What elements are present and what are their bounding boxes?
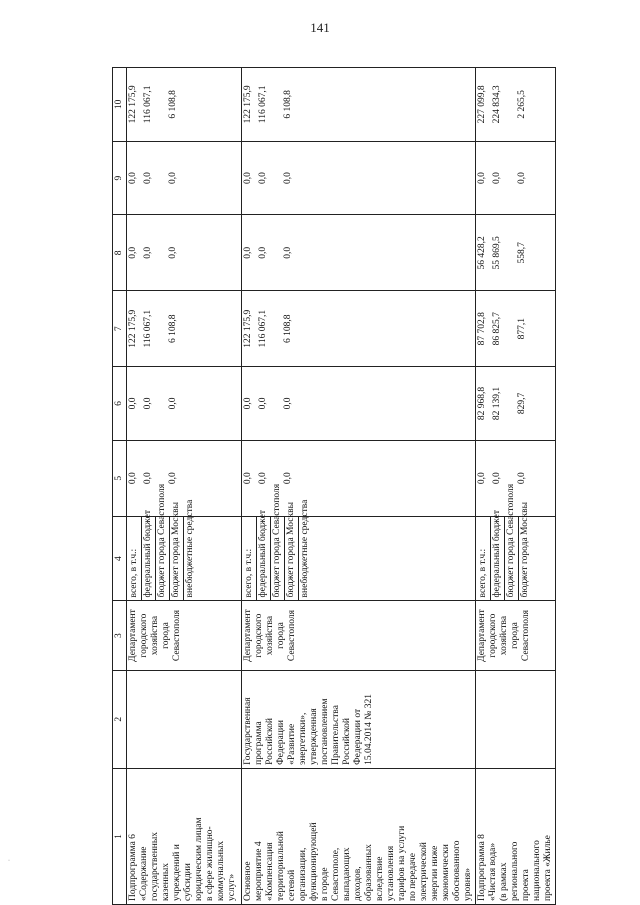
cell-line: 0,0	[243, 172, 253, 185]
funding-source-cell	[242, 483, 476, 601]
cell-line: 87 702,8	[477, 312, 487, 346]
cell-line: 6 108,8	[168, 90, 178, 119]
cell-line: Департамент	[128, 609, 138, 662]
column-header-1: 1	[113, 768, 127, 904]
cell-line: 6 108,8	[168, 314, 178, 343]
value-cell-c7	[476, 291, 556, 367]
column-header-4: 4	[113, 516, 127, 601]
cell-line: в городе	[320, 867, 330, 901]
executor-cell	[242, 601, 476, 670]
cell-line: Подпрограмма 8	[477, 834, 487, 901]
cell-line: энергии ниже	[430, 845, 440, 901]
cell-line: проекта	[521, 869, 531, 901]
cell-line: коммунальных	[216, 840, 226, 901]
cell-line: городского	[488, 613, 498, 658]
cell-line: 558,7	[517, 242, 527, 264]
cell-line: регионального	[510, 841, 520, 901]
cell-line: бюджет города Москвы	[169, 517, 183, 601]
cell-line: 6 108,8	[283, 314, 293, 343]
cell-line: 122 175,9	[243, 309, 253, 348]
rotated-table-frame	[112, 67, 553, 905]
cell-line: Департамент	[477, 609, 487, 662]
cell-line: городского	[139, 613, 149, 658]
cell-line: 0,0	[168, 397, 178, 410]
cell-line: хозяйства	[150, 615, 160, 656]
cell-line: внебюджетные средства	[298, 517, 312, 601]
cell-line: Российской	[265, 718, 275, 765]
cell-line: 86 825,7	[492, 312, 502, 346]
cell-line: федеральный бюджет	[256, 517, 270, 601]
cell-line: «Развитие	[287, 723, 297, 765]
cell-line: федеральный бюджет	[141, 517, 155, 601]
cell-line: Севастополя	[521, 610, 531, 662]
cell-line: Федерации	[276, 719, 286, 765]
value-cell-c10	[127, 68, 242, 142]
program-name-cell	[476, 768, 556, 904]
cell-line: Федерации от	[353, 708, 363, 765]
cell-line: всего, в т.ч.:	[478, 548, 488, 598]
cell-line: 877,1	[517, 318, 527, 340]
cell-line: проекта «Жилье	[543, 835, 553, 901]
cell-line: в сфере жилищно-	[205, 826, 215, 901]
executor-cell	[127, 601, 242, 670]
cell-line: 224 834,3	[492, 85, 502, 124]
cell-line: выпадающих	[342, 847, 352, 901]
rotated-table-content	[112, 67, 553, 905]
cell-line: 55 869,5	[492, 236, 502, 270]
cell-line: 0,0	[143, 397, 153, 410]
cell-line: сетевой	[287, 869, 297, 901]
cell-line: 0,0	[477, 172, 487, 185]
cell-line: федеральный бюджет	[490, 517, 504, 601]
cell-line: учреждений и	[172, 844, 182, 901]
cell-line: внебюджетные средства	[183, 517, 197, 601]
cell-line: 0,0	[492, 472, 502, 485]
cell-line: 56 428,2	[477, 236, 487, 270]
cell-line: всего, в т.ч.:	[129, 548, 139, 598]
cell-line: 122 175,9	[128, 85, 138, 124]
cell-line: энергетики»,	[298, 712, 308, 765]
executor-cell	[476, 601, 556, 670]
cell-line: постановлением	[320, 698, 330, 765]
column-header-8: 8	[113, 215, 127, 291]
cell-line: образованных	[364, 844, 374, 901]
cell-line: 829,7	[517, 392, 527, 415]
cell-line: 0,0	[143, 246, 153, 259]
cell-line: 0,0	[283, 397, 293, 410]
cell-line: 0,0	[243, 472, 253, 485]
cell-line: Севастополе,	[331, 847, 341, 901]
value-cell-c8	[127, 215, 242, 291]
cell-line: 82 139,1	[492, 386, 502, 421]
cell-line: 0,0	[283, 472, 293, 485]
cell-line: (в рамках	[499, 862, 509, 901]
value-cell-c6	[476, 367, 556, 441]
cell-line: 0,0	[243, 397, 253, 410]
cell-line: «Чистая вода»	[488, 842, 498, 901]
cell-line: установления	[386, 845, 396, 901]
page-number: 141	[310, 20, 330, 35]
header-row	[113, 68, 127, 905]
cell-line: электрической	[419, 842, 429, 901]
value-cell-c9	[476, 141, 556, 215]
cell-line: 0,0	[258, 472, 268, 485]
cell-line: 0,0	[168, 472, 178, 485]
cell-line: 227 099,8	[477, 85, 487, 124]
cell-line: вследствие	[375, 856, 385, 901]
cell-line: 0,0	[128, 172, 138, 185]
table-row	[127, 68, 242, 905]
cell-line: функционирующей	[309, 822, 319, 901]
legal-basis-cell	[127, 670, 242, 768]
program-name-cell	[242, 768, 476, 904]
cell-line: 0,0	[477, 472, 487, 485]
cell-line: 0,0	[143, 172, 153, 185]
cell-line: 0,0	[492, 172, 502, 185]
funding-source-cell	[127, 483, 242, 601]
cell-line: «Содержание	[139, 846, 149, 901]
cell-line: Подпрограмма 6	[128, 834, 138, 901]
cell-line: 0,0	[168, 246, 178, 259]
cell-line: 0,0	[168, 172, 178, 185]
cell-line: бюджет города Севастополя	[155, 517, 169, 601]
column-header-7: 7	[113, 291, 127, 367]
cell-line: 82 968,8	[477, 386, 487, 421]
cell-line: услуг»	[227, 873, 237, 901]
cell-line: 2 265,5	[517, 90, 527, 119]
cell-line: бюджет города Севастополя	[504, 517, 518, 601]
cell-line: казенных	[161, 863, 171, 901]
cell-line: субсидии	[183, 863, 193, 901]
cell-line: 0,0	[143, 472, 153, 485]
cell-line: по передаче	[408, 852, 418, 901]
cell-line: 116 067,1	[143, 309, 153, 348]
cell-line: 0,0	[128, 246, 138, 259]
funding-source-cell	[476, 483, 556, 601]
cell-line: территориальной	[276, 831, 286, 901]
cell-line: бюджет города Севастополя	[270, 517, 284, 601]
value-cell-c8	[242, 215, 476, 291]
column-header-5: 5	[113, 440, 127, 516]
cell-line: уровня»	[463, 868, 473, 901]
column-header-3: 3	[113, 601, 127, 670]
cell-line: государственных	[150, 831, 160, 901]
cell-line: 6 108,8	[283, 90, 293, 119]
cell-line: 122 175,9	[128, 309, 138, 348]
value-cell-c7	[127, 291, 242, 367]
cell-line: 0,0	[258, 172, 268, 185]
cell-line: Департамент	[243, 609, 253, 662]
cell-line: программа	[254, 721, 264, 765]
cell-line: тарифов на услуги	[397, 825, 407, 901]
page-mark: ·	[8, 858, 10, 864]
cell-line: 0,0	[283, 246, 293, 259]
cell-line: юридическим лицам	[194, 817, 204, 901]
value-cell-c9	[127, 141, 242, 215]
program-name-cell	[127, 768, 242, 904]
column-header-9: 9	[113, 141, 127, 215]
cell-line: города	[276, 622, 286, 649]
cell-line: Севастополя	[287, 610, 297, 662]
cell-line: бюджет города Москвы	[518, 517, 532, 601]
cell-line: Российской	[342, 718, 352, 765]
cell-line: 116 067,1	[258, 85, 268, 124]
cell-line: утвержденная	[309, 708, 319, 765]
value-cell-c6	[242, 367, 476, 441]
cell-line: 0,0	[128, 397, 138, 410]
table-body	[127, 68, 556, 905]
cell-line: 0,0	[243, 246, 253, 259]
column-header-2: 2	[113, 670, 127, 768]
cell-line: 0,0	[517, 172, 527, 185]
cell-line: 116 067,1	[143, 85, 153, 124]
cell-line: 0,0	[283, 172, 293, 185]
value-cell-c8	[476, 215, 556, 291]
cell-line: 0,0	[258, 246, 268, 259]
cell-line: Основное	[243, 861, 253, 901]
table-row	[242, 68, 476, 905]
legal-basis-cell	[476, 670, 556, 768]
cell-line: 122 175,9	[243, 85, 253, 124]
cell-line: всего, в т.ч.:	[244, 548, 254, 598]
column-header-10: 10	[113, 68, 127, 142]
cell-line: городского	[254, 613, 264, 658]
cell-line: организации,	[298, 847, 308, 901]
cell-line: хозяйства	[499, 615, 509, 656]
cell-line: города	[161, 622, 171, 649]
value-cell-c6	[127, 367, 242, 441]
cell-line: города	[510, 622, 520, 649]
cell-line: бюджет города Москвы	[284, 517, 298, 601]
cell-line: Севастополя	[172, 610, 182, 662]
cell-line: Правительства	[331, 705, 341, 765]
table-row	[476, 68, 556, 905]
value-cell-c9	[242, 141, 476, 215]
cell-line: обоснованного	[452, 840, 462, 901]
budget-table	[112, 67, 556, 905]
value-cell-c7	[242, 291, 476, 367]
cell-line: мероприятие 4	[254, 841, 264, 901]
value-cell-c10	[242, 68, 476, 142]
value-cell-c10	[476, 68, 556, 142]
cell-line: 116 067,1	[258, 309, 268, 348]
cell-line: 15.04.2014 № 321	[364, 694, 374, 765]
cell-line: хозяйства	[265, 615, 275, 656]
value-cell-c5	[127, 440, 242, 516]
cell-line: 0,0	[258, 397, 268, 410]
cell-line: «Компенсация	[265, 842, 275, 901]
cell-line: доходов,	[353, 866, 363, 901]
cell-line: национального	[532, 840, 542, 901]
cell-line: 0,0	[517, 472, 527, 485]
legal-basis-cell	[242, 670, 476, 768]
cell-line: экономически	[441, 844, 451, 901]
column-header-6: 6	[113, 367, 127, 441]
cell-line: 0,0	[128, 472, 138, 485]
cell-line: Государственная	[243, 697, 253, 765]
